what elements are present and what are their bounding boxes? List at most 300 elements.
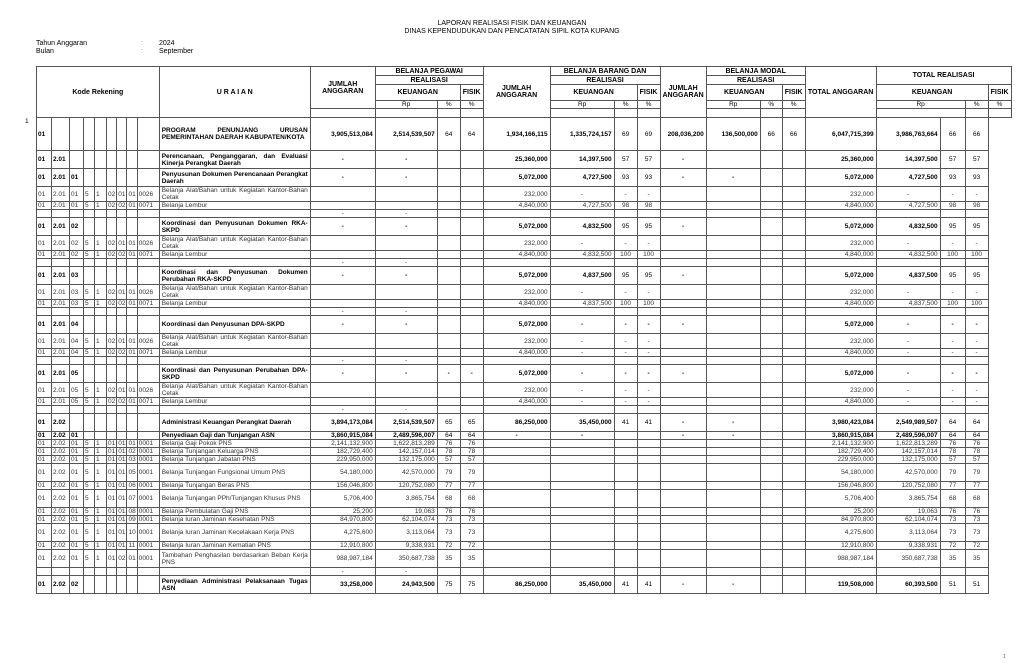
total-anggaran-cell [805, 308, 876, 316]
total-realisasi-rp-cell: - [876, 285, 940, 300]
barang-realisasi-pct-cell [614, 308, 637, 316]
modal-fisik-pct-cell [782, 524, 805, 542]
kode-segment: 5 [84, 456, 95, 464]
pegawai-anggaran-cell: 5,706,400 [310, 490, 375, 508]
kode-segment [137, 267, 159, 285]
barang-anggaran-cell [483, 456, 550, 464]
barang-realisasi-rp-cell: 1,335,724,157 [550, 118, 614, 151]
pegawai-realisasi-rp-cell: 2,514,539,507 [375, 414, 437, 432]
barang-anggaran-cell [483, 259, 550, 267]
total-fisik-pct-cell [965, 210, 988, 218]
pegawai-realisasi-rp-cell [375, 398, 437, 406]
barang-anggaran-cell: 86,250,000 [483, 576, 550, 594]
uraian-cell: Belanja Tunjangan Fungsional Umum PNS [159, 464, 310, 482]
kode-segment [84, 432, 95, 440]
kode-segment: 01 [108, 456, 116, 463]
uraian-cell: Belanja Lembur [159, 398, 310, 406]
kode-segment: 01 [107, 464, 117, 482]
total-fisik-pct-cell [965, 568, 988, 576]
kode-segment: 1 [95, 285, 107, 300]
kode-segment: 01 [118, 516, 126, 523]
total-fisik-pct-cell: 73 [965, 516, 988, 524]
kode-segment: 2.01 [52, 334, 70, 349]
kode-segment: 2.01 [52, 285, 70, 300]
kode-segment: 04 [70, 349, 84, 357]
pegawai-fisik-pct-cell: 64 [460, 432, 483, 440]
barang-anggaran-cell: 232,000 [483, 383, 550, 398]
barang-fisik-pct-cell [637, 406, 660, 414]
modal-anggaran-cell [660, 357, 706, 365]
kode-segment: 02 [70, 251, 84, 259]
meta-value: 2024 [159, 40, 175, 47]
kode-segment: 01 [37, 349, 52, 357]
uraian-cell: Belanja Iuran Jaminan Kematian PNS [159, 542, 310, 550]
kode-segment [84, 576, 95, 594]
barang-realisasi-pct-cell: 57 [614, 151, 637, 169]
modal-realisasi-pct-cell [760, 398, 782, 406]
modal-anggaran-cell [660, 542, 706, 550]
barang-fisik-pct-cell: - [637, 365, 660, 383]
kode-segment: 02 [118, 398, 126, 405]
total-realisasi-rp-cell: 62,104,074 [876, 516, 940, 524]
total-realisasi-pct-cell: - [940, 334, 965, 349]
kode-segment [84, 568, 95, 576]
modal-anggaran-cell: - [660, 365, 706, 383]
barang-anggaran-cell: 232,000 [483, 236, 550, 251]
total-fisik-pct-cell: 64 [965, 414, 988, 432]
barang-realisasi-rp-cell [550, 516, 614, 524]
modal-realisasi-rp-cell [706, 482, 760, 490]
modal-anggaran-cell [660, 456, 706, 464]
pegawai-anggaran-cell [310, 383, 375, 398]
total-fisik-pct-cell: 95 [965, 267, 988, 285]
modal-realisasi-pct-cell [760, 576, 782, 594]
pegawai-realisasi-pct-cell: 76 [437, 508, 460, 516]
total-anggaran-cell: 232,000 [805, 285, 876, 300]
kode-segment: 02 [107, 285, 117, 300]
kode-segment [84, 259, 95, 267]
total-realisasi-pct-cell: 72 [940, 542, 965, 550]
barang-fisik-pct-cell: 100 [637, 251, 660, 259]
kode-segment: 0026 [137, 236, 159, 251]
modal-fisik-pct-cell [782, 308, 805, 316]
kode-segment: 01 [37, 550, 52, 568]
total-anggaran-cell: 6,047,715,399 [805, 118, 876, 151]
kode-segment: 01 [117, 383, 127, 398]
kode-segment: 01 [117, 464, 127, 482]
modal-realisasi-pct-cell [760, 456, 782, 464]
modal-realisasi-pct-cell [760, 259, 782, 267]
table-row [37, 202, 1012, 210]
kode-segment: 01 [37, 316, 52, 334]
modal-realisasi-pct-cell [760, 448, 782, 456]
modal-fisik-pct-cell [782, 357, 805, 365]
total-realisasi-pct-cell: 57 [940, 151, 965, 169]
pegawai-realisasi-pct-cell [437, 210, 460, 218]
kode-segment [127, 218, 137, 236]
kode-segment: 01 [128, 440, 136, 447]
header-jumlah-anggaran-modal: JUMLAH ANGGARAN [660, 67, 706, 118]
modal-realisasi-rp-cell [706, 456, 760, 464]
pegawai-anggaran-cell [310, 251, 375, 259]
total-realisasi-rp-cell: 120,752,080 [876, 482, 940, 490]
total-fisik-pct-cell: - [965, 334, 988, 349]
total-anggaran-cell: 5,072,000 [805, 169, 876, 187]
kode-segment [107, 568, 117, 576]
kode-segment [37, 210, 52, 218]
kode-segment: 03 [70, 300, 84, 308]
kode-segment: 0071 [137, 251, 159, 259]
total-realisasi-rp-cell: - [876, 187, 940, 202]
kode-segment [107, 259, 117, 267]
kode-segment: 01 [37, 440, 52, 448]
total-realisasi-rp-cell: - [876, 383, 940, 398]
pegawai-realisasi-pct-cell [437, 267, 460, 285]
kode-segment: 02 [108, 300, 116, 307]
barang-realisasi-pct-cell: 93 [614, 169, 637, 187]
kode-segment: 05 [127, 464, 137, 482]
kode-segment [84, 267, 95, 285]
kode-segment: 01 [37, 365, 52, 383]
modal-realisasi-rp-cell [706, 267, 760, 285]
barang-realisasi-pct-cell [614, 357, 637, 365]
total-realisasi-rp-cell [876, 259, 940, 267]
barang-realisasi-pct-cell: - [614, 236, 637, 251]
kode-segment: 01 [37, 202, 52, 210]
kode-segment: 1 [95, 550, 107, 568]
kode-segment [107, 432, 117, 440]
barang-realisasi-pct-cell: - [614, 365, 637, 383]
barang-anggaran-cell: 5,072,000 [483, 267, 550, 285]
kode-segment: 03 [70, 285, 84, 300]
modal-anggaran-cell [660, 259, 706, 267]
table-row [37, 357, 1012, 365]
total-realisasi-pct-cell [940, 308, 965, 316]
kode-segment: 2.01 [52, 202, 70, 210]
modal-fisik-pct-cell [782, 202, 805, 210]
kode-segment [95, 218, 107, 236]
pegawai-fisik-pct-cell: 76 [460, 440, 483, 448]
barang-anggaran-cell: 5,072,000 [483, 316, 550, 334]
pegawai-realisasi-rp-cell: 62,104,074 [375, 516, 437, 524]
kode-segment [52, 259, 70, 267]
pegawai-realisasi-rp-cell: - [375, 218, 437, 236]
kode-segment [37, 357, 52, 365]
modal-realisasi-rp-cell: - [706, 432, 760, 440]
kode-segment [117, 267, 127, 285]
pegawai-anggaran-cell: - [310, 568, 375, 576]
table-row [37, 251, 1012, 259]
total-realisasi-pct-cell [940, 210, 965, 218]
kode-segment: 5 [84, 550, 95, 568]
barang-fisik-pct-cell: - [637, 285, 660, 300]
header-uraian: U R A I A N [159, 67, 310, 118]
pegawai-realisasi-rp-cell: - [375, 316, 437, 334]
uraian-cell: Belanja Lembur [159, 349, 310, 357]
pegawai-realisasi-pct-cell [437, 349, 460, 357]
total-realisasi-rp-cell: - [876, 236, 940, 251]
kode-segment [117, 365, 127, 383]
barang-fisik-pct-cell [637, 456, 660, 464]
barang-realisasi-pct-cell [614, 516, 637, 524]
total-realisasi-pct-cell: 73 [940, 524, 965, 542]
meta-sep: : [141, 48, 143, 55]
barang-realisasi-rp-cell: 4,832,500 [550, 251, 614, 259]
total-anggaran-cell: 232,000 [805, 334, 876, 349]
header-pct: % [637, 101, 660, 109]
total-fisik-pct-cell [965, 406, 988, 414]
header-realisasi-pegawai: REALISASI [375, 76, 483, 85]
modal-fisik-pct-cell [782, 508, 805, 516]
kode-segment: 5 [84, 334, 95, 349]
modal-anggaran-cell [660, 236, 706, 251]
pegawai-fisik-pct-cell: 65 [460, 414, 483, 432]
kode-segment [107, 218, 117, 236]
meta-label: Bulan [36, 48, 54, 55]
modal-realisasi-pct-cell [760, 524, 782, 542]
total-realisasi-rp-cell [876, 308, 940, 316]
header-fisik-modal: FISIK [782, 85, 805, 101]
total-realisasi-pct-cell: 93 [940, 169, 965, 187]
pegawai-fisik-pct-cell [460, 202, 483, 210]
pegawai-anggaran-cell: - [310, 308, 375, 316]
total-realisasi-rp-cell [876, 568, 940, 576]
table-row [37, 236, 1012, 251]
modal-realisasi-rp-cell [706, 383, 760, 398]
total-realisasi-rp-cell: 2,549,989,507 [876, 414, 940, 432]
kode-segment: 0001 [137, 542, 159, 550]
kode-segment: 5 [84, 508, 95, 516]
barang-realisasi-rp-cell: 4,727,500 [550, 169, 614, 187]
barang-fisik-pct-cell [637, 308, 660, 316]
total-fisik-pct-cell: - [965, 383, 988, 398]
modal-anggaran-cell [660, 550, 706, 568]
total-anggaran-cell [805, 357, 876, 365]
header-belanja-modal: BELANJA MODAL [706, 67, 805, 76]
kode-segment [127, 308, 137, 316]
barang-fisik-pct-cell: 95 [637, 267, 660, 285]
kode-segment [127, 169, 137, 187]
barang-anggaran-cell: 4,840,000 [483, 251, 550, 259]
total-fisik-pct-cell: 68 [965, 490, 988, 508]
barang-realisasi-rp-cell: 4,727,500 [550, 202, 614, 210]
kode-segment [84, 169, 95, 187]
modal-realisasi-pct-cell [760, 406, 782, 414]
modal-fisik-pct-cell [782, 267, 805, 285]
kode-segment: 04 [70, 334, 84, 349]
pegawai-anggaran-cell [310, 300, 375, 308]
kode-segment: 2.02 [52, 456, 70, 464]
kode-segment [84, 365, 95, 383]
barang-realisasi-rp-cell: 4,837,500 [550, 300, 614, 308]
barang-fisik-pct-cell: - [637, 383, 660, 398]
kode-segment: 01 [107, 490, 117, 508]
kode-segment: 01 [37, 576, 52, 594]
pegawai-realisasi-pct-cell: 78 [437, 448, 460, 456]
total-anggaran-cell: 4,840,000 [805, 300, 876, 308]
pegawai-fisik-pct-cell [460, 308, 483, 316]
barang-fisik-pct-cell: 100 [637, 300, 660, 308]
barang-fisik-pct-cell: - [637, 349, 660, 357]
kode-segment: 0071 [137, 300, 159, 308]
kode-segment: 02 [118, 202, 126, 209]
modal-realisasi-pct-cell [760, 516, 782, 524]
meta-bulan [36, 48, 193, 56]
uraian-cell: Belanja Iuran Jaminan Kecelakaan Kerja PNS [159, 524, 310, 542]
kode-segment: 01 [127, 285, 137, 300]
kode-segment [95, 414, 107, 432]
table-row [37, 440, 1012, 448]
modal-realisasi-pct-cell [760, 482, 782, 490]
modal-anggaran-cell: - [660, 267, 706, 285]
pegawai-fisik-pct-cell: 72 [460, 542, 483, 550]
kode-segment [107, 267, 117, 285]
pegawai-realisasi-pct-cell [437, 308, 460, 316]
kode-segment: 01 [70, 169, 84, 187]
kode-segment: 01 [37, 300, 52, 308]
kode-segment: 01 [128, 300, 136, 307]
barang-realisasi-rp-cell: 14,397,500 [550, 151, 614, 169]
barang-fisik-pct-cell [637, 508, 660, 516]
barang-anggaran-cell: 4,840,000 [483, 349, 550, 357]
kode-segment: 1 [95, 464, 107, 482]
kode-segment: 01 [37, 398, 52, 406]
kode-segment: 04 [70, 316, 84, 334]
barang-fisik-pct-cell: - [637, 334, 660, 349]
kode-segment: 03 [128, 456, 136, 463]
kode-segment [70, 406, 84, 414]
kode-segment: 01 [127, 334, 137, 349]
modal-realisasi-pct-cell [760, 349, 782, 357]
modal-anggaran-cell [660, 187, 706, 202]
pegawai-realisasi-rp-cell: 350,687,738 [375, 550, 437, 568]
pegawai-fisik-pct-cell [460, 316, 483, 334]
kode-segment: 01 [107, 550, 117, 568]
kode-segment: 01 [70, 516, 84, 524]
uraian-cell: Perencanaan, Penganggaran, dan Evaluasi Kinerja Perangkat Daerah [159, 151, 310, 169]
total-realisasi-pct-cell: 95 [940, 267, 965, 285]
pegawai-anggaran-cell: - [310, 316, 375, 334]
kode-segment [117, 414, 127, 432]
pegawai-realisasi-rp-cell: 42,570,000 [375, 464, 437, 482]
total-anggaran-cell: 4,840,000 [805, 349, 876, 357]
total-anggaran-cell: 5,072,000 [805, 316, 876, 334]
total-fisik-pct-cell: - [965, 187, 988, 202]
kode-segment: 2.01 [52, 349, 70, 357]
modal-realisasi-rp-cell [706, 448, 760, 456]
modal-fisik-pct-cell [782, 365, 805, 383]
table-row [37, 187, 1012, 202]
barang-realisasi-rp-cell [550, 456, 614, 464]
kode-segment [37, 406, 52, 414]
modal-anggaran-cell [660, 464, 706, 482]
table-row [37, 285, 1012, 300]
header-jumlah-anggaran-barang: JUMLAH ANGGARAN [483, 67, 550, 118]
header-pct: % [760, 101, 782, 109]
kode-segment: 01 [70, 202, 84, 210]
kode-segment: 01 [37, 267, 52, 285]
barang-realisasi-rp-cell [550, 524, 614, 542]
pegawai-realisasi-pct-cell: 68 [437, 490, 460, 508]
total-realisasi-rp-cell: 4,837,500 [876, 300, 940, 308]
barang-fisik-pct-cell: - [637, 236, 660, 251]
kode-segment: 2.02 [52, 448, 70, 456]
kode-segment: 1 [95, 202, 107, 210]
barang-realisasi-pct-cell [614, 448, 637, 456]
total-fisik-pct-cell: 57 [965, 151, 988, 169]
barang-realisasi-rp-cell: - [550, 398, 614, 406]
kode-segment: 10 [127, 524, 137, 542]
total-realisasi-pct-cell: - [940, 285, 965, 300]
barang-anggaran-cell: 232,000 [483, 187, 550, 202]
kode-segment [95, 406, 107, 414]
kode-segment: 5 [84, 464, 95, 482]
modal-anggaran-cell [660, 482, 706, 490]
total-fisik-pct-cell: 95 [965, 218, 988, 236]
pegawai-anggaran-cell: 12,910,800 [310, 542, 375, 550]
barang-anggaran-cell [483, 516, 550, 524]
modal-realisasi-pct-cell: 66 [760, 118, 782, 151]
uraian-cell [159, 308, 310, 316]
barang-fisik-pct-cell: - [637, 398, 660, 406]
kode-segment [107, 210, 117, 218]
meta-value: September [159, 48, 194, 55]
kode-segment [107, 316, 117, 334]
table-row [37, 300, 1012, 308]
kode-segment: 1 [95, 516, 107, 524]
header-keuangan-total: KEUANGAN [876, 85, 988, 101]
kode-segment [95, 432, 107, 440]
modal-realisasi-pct-cell [760, 285, 782, 300]
kode-segment [117, 169, 127, 187]
uraian-cell: Belanja Lembur [159, 251, 310, 259]
barang-anggaran-cell: 5,072,000 [483, 169, 550, 187]
kode-segment: 02 [118, 349, 126, 356]
total-realisasi-pct-cell: 100 [940, 251, 965, 259]
pegawai-fisik-pct-cell [460, 383, 483, 398]
kode-segment: 2.02 [52, 542, 70, 550]
kode-segment: 0071 [137, 398, 159, 406]
kode-segment [107, 576, 117, 594]
kode-segment: 2.02 [52, 414, 70, 432]
total-fisik-pct-cell: 64 [965, 432, 988, 440]
pegawai-anggaran-cell [310, 349, 375, 357]
total-realisasi-pct-cell [940, 406, 965, 414]
table-row [37, 349, 1012, 357]
kode-segment: 09 [128, 516, 136, 523]
kode-segment: 01 [117, 187, 127, 202]
total-realisasi-pct-cell: 64 [940, 432, 965, 440]
kode-segment [95, 568, 107, 576]
modal-anggaran-cell: - [660, 316, 706, 334]
pegawai-realisasi-pct-cell: 57 [437, 456, 460, 464]
barang-anggaran-cell: 1,934,166,115 [483, 118, 550, 151]
kode-segment: 5 [84, 398, 95, 406]
pegawai-fisik-pct-cell [460, 406, 483, 414]
kode-segment [127, 151, 137, 169]
pegawai-realisasi-pct-cell: 65 [437, 414, 460, 432]
kode-segment: 0001 [137, 456, 159, 464]
kode-segment [127, 568, 137, 576]
kode-segment [84, 210, 95, 218]
header-pct: % [614, 101, 637, 109]
pegawai-realisasi-pct-cell: 73 [437, 524, 460, 542]
pegawai-realisasi-pct-cell [437, 334, 460, 349]
barang-fisik-pct-cell [637, 432, 660, 440]
kode-segment: 01 [128, 349, 136, 356]
kode-segment [52, 118, 70, 151]
barang-fisik-pct-cell: 93 [637, 169, 660, 187]
